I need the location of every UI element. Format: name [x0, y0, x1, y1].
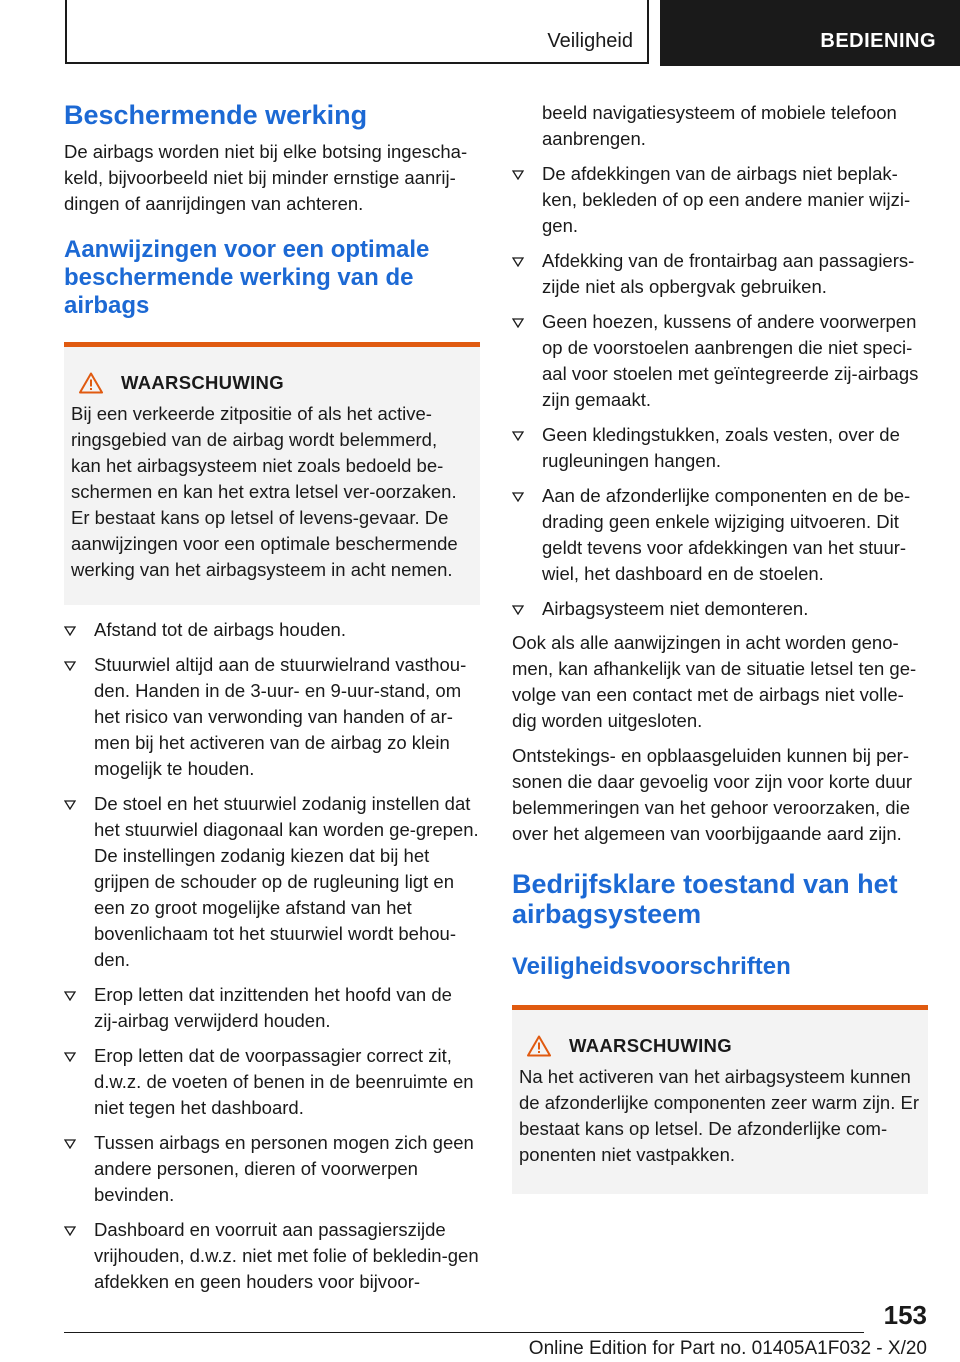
- left-column: [64, 100, 480, 1304]
- list-item: Stuurwiel altijd aan de stuurwielrand vasthou-den. Handen in de 3-uur- en 9-uur-stand, om het risico van verwonding van handen of ar-men bij het activeren van de airbag zo klein mogelijk te houden.: [64, 652, 480, 782]
- list-item: De afdekkingen van de airbags niet beplak-ken, bekleden of op een andere manier wijzi-gen.: [512, 161, 928, 239]
- list-item: Afstand tot de airbags houden.: [64, 617, 480, 643]
- triangle-bullet-icon: [64, 626, 76, 636]
- bullet-list-right: [512, 161, 928, 622]
- triangle-bullet-icon: [64, 1139, 76, 1149]
- paragraph-protective-effect: De airbags worden niet bij elke botsing ingescha-keld, bijvoorbeeld niet bij minder ernstige aanrij-dingen of aanrijdingen van achteren.: [64, 141, 468, 214]
- warning-box-1: [64, 342, 480, 605]
- paragraph-noise: Ontstekings- en opblaasgeluiden kunnen bij per-sonen die daar gevoelig voor zijn voor korte duur belemmeringen van het gehoor veroorzaken, die over het algemeen van voorbijgaande aard zijn.: [512, 745, 913, 844]
- paragraph-residual-risk: Ook als alle aanwijzingen in acht worden geno-men, kan afhankelijk van de situatie letsel ten ge-volge van een contact met de airbags niet volle-dig worden uitgesloten.: [512, 632, 917, 731]
- triangle-bullet-icon: [512, 170, 524, 180]
- heading-optimal-notes: Aanwijzingen voor een optimale beschermende werking van de airbags: [64, 236, 430, 319]
- warning-title-text-2: WAARSCHUWING: [569, 1035, 732, 1056]
- triangle-bullet-icon: [64, 1052, 76, 1062]
- bullet-list-left: [64, 617, 480, 1295]
- triangle-bullet-icon: [64, 1226, 76, 1236]
- heading-protective-effect: Beschermende werking: [64, 100, 368, 130]
- warning-title-text-1: WAARSCHUWING: [121, 372, 284, 393]
- list-item: Erop letten dat inzittenden het hoofd van de zij-airbag verwijderd houden.: [64, 982, 480, 1034]
- warning-triangle-icon: [79, 372, 103, 394]
- list-item: Erop letten dat de voorpassagier correct zit, d.w.z. de voeten of benen in de beenruimte en niet tegen het dashboard.: [64, 1043, 480, 1121]
- warning-text-1: Bij een verkeerde zitpositie of als het active-ringsgebied van de airbag wordt belemmerd, kan het airbagsysteem niet zoals bedoeld be-schermen en kan het extra letsel ver-oorzaken. Er bestaat kans op letsel of levens-gevaar. De aanwijzingen voor een optimale beschermende werking van het airbagsysteem in acht nemen.: [71, 403, 458, 580]
- triangle-bullet-icon: [64, 991, 76, 1001]
- triangle-bullet-icon: [512, 492, 524, 502]
- list-item: Dashboard en voorruit aan passagierszijde vrijhouden, d.w.z. niet met folie of bekledin-gen afdekken en geen houders voor bijvoor-: [64, 1217, 480, 1295]
- triangle-bullet-icon: [512, 605, 524, 615]
- heading-ready-state: Bedrijfsklare toestand van het airbagsysteem: [512, 869, 898, 929]
- heading-safety-rules: Veiligheidsvoorschriften: [512, 953, 791, 980]
- list-item: De stoel en het stuurwiel zodanig instellen dat het stuurwiel diagonaal kan worden ge-grepen. De instellingen zodanig kiezen dat bij het grijpen de schouder op de rugleuning ligt en een zo groot mogelijke afstand van het bovenlichaam tot het stuurwiel wordt behou-den.: [64, 791, 480, 973]
- triangle-bullet-icon: [64, 800, 76, 810]
- footer-divider: [64, 1332, 864, 1333]
- list-item: Airbagsysteem niet demonteren.: [512, 596, 928, 622]
- right-column: [512, 100, 928, 1194]
- continued-list-text: beeld navigatiesysteem of mobiele telefoon aanbrengen.: [542, 102, 897, 149]
- list-item: Aan de afzonderlijke componenten en de be-drading geen enkele wijziging uitvoeren. Dit geldt tevens voor afdekkingen van het stuur-wiel, het dashboard en de stoelen.: [512, 483, 928, 587]
- header-section-title: Veiligheid: [547, 30, 633, 52]
- footer-edition: Online Edition for Part no. 01405A1F032 - X/20: [528, 1338, 927, 1359]
- list-item: Tussen airbags en personen mogen zich geen andere personen, dieren of voorwerpen bevinden.: [64, 1130, 480, 1208]
- page-header: [0, 0, 960, 66]
- list-item: Geen kledingstukken, zoals vesten, over de rugleuningen hangen.: [512, 422, 928, 474]
- list-item: Afdekking van de frontairbag aan passagiers-zijde niet als opbergvak gebruiken.: [512, 248, 928, 300]
- warning-text-2: Na het activeren van het airbagsysteem kunnen de afzonderlijke componenten zeer warm zijn. Er bestaat kans op letsel. De afzonderlijke com-ponenten niet vastpakken.: [519, 1066, 919, 1165]
- page-number: 153: [883, 1300, 927, 1330]
- header-section-box: [65, 0, 649, 64]
- warning-box-2: [512, 1005, 928, 1194]
- header-chapter-title: BEDIENING: [820, 30, 936, 52]
- warning-title-1: [71, 371, 472, 395]
- triangle-bullet-icon: [512, 257, 524, 267]
- list-item: Geen hoezen, kussens of andere voorwerpen op de voorstoelen aanbrengen die niet speci-aal voor stoelen met geïntegreerde zij-airbags zijn gemaakt.: [512, 309, 928, 413]
- warning-triangle-icon: [527, 1035, 551, 1057]
- triangle-bullet-icon: [512, 318, 524, 328]
- header-chapter-tab: [660, 0, 960, 66]
- warning-title-2: [519, 1034, 920, 1058]
- triangle-bullet-icon: [512, 431, 524, 441]
- triangle-bullet-icon: [64, 661, 76, 671]
